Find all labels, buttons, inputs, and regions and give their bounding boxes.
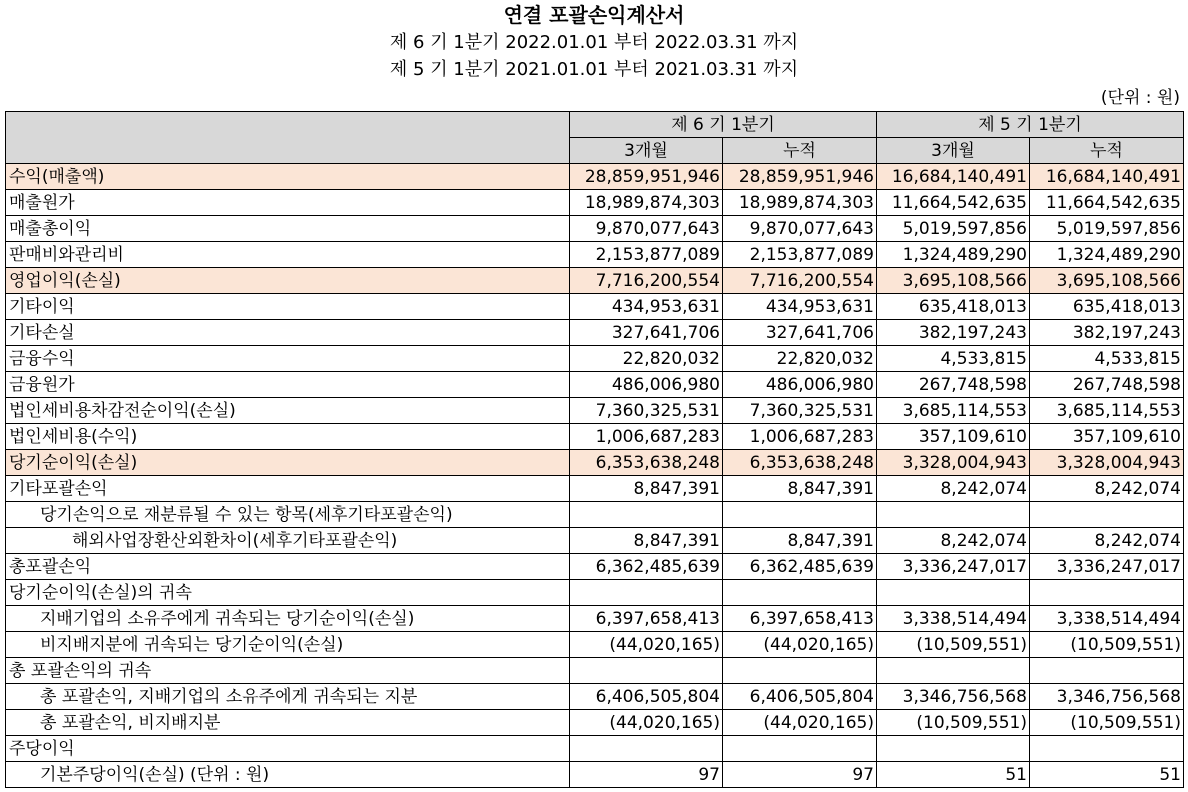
value-cell: (44,020,165) [570, 632, 723, 658]
table-row [6, 372, 1184, 398]
value-cell [723, 736, 877, 762]
value-cell: 382,197,243 [877, 320, 1030, 346]
row-label: 금융수익 [6, 346, 570, 372]
value-cell [570, 658, 723, 684]
value-cell: 434,953,631 [723, 294, 877, 320]
value-cell: 6,353,638,248 [570, 450, 723, 476]
row-label: 법인세비용차감전순이익(손실) [6, 398, 570, 424]
value-cell: 6,397,658,413 [570, 606, 723, 632]
sub-header-cum-current: 누적 [723, 138, 877, 164]
value-cell: 7,716,200,554 [723, 268, 877, 294]
value-cell: 6,406,505,804 [723, 684, 877, 710]
row-label: 매출총이익 [6, 216, 570, 242]
unit-label: (단위 : 원) [1100, 88, 1180, 108]
value-cell: 635,418,013 [1030, 294, 1184, 320]
row-label: 당기손익으로 재분류될 수 있는 항목(세후기타포괄손익) [6, 502, 570, 528]
value-cell: 6,406,505,804 [570, 684, 723, 710]
value-cell: (10,509,551) [1030, 632, 1184, 658]
value-cell: 1,006,687,283 [570, 424, 723, 450]
table-row [6, 762, 1184, 788]
value-cell: 6,362,485,639 [723, 554, 877, 580]
row-label: 수익(매출액) [6, 164, 570, 190]
value-cell: 18,989,874,303 [570, 190, 723, 216]
table-row [6, 606, 1184, 632]
value-cell: 434,953,631 [570, 294, 723, 320]
table-row [6, 268, 1184, 294]
value-cell: 3,328,004,943 [877, 450, 1030, 476]
table-row [6, 450, 1184, 476]
row-label: 기타이익 [6, 294, 570, 320]
row-label: 영업이익(손실) [6, 268, 570, 294]
row-label: 금융원가 [6, 372, 570, 398]
value-cell [877, 736, 1030, 762]
value-cell: (10,509,551) [877, 710, 1030, 736]
row-label: 당기순이익(손실)의 귀속 [6, 580, 570, 606]
value-cell [723, 580, 877, 606]
value-cell: (10,509,551) [877, 632, 1030, 658]
value-cell: 486,006,980 [723, 372, 877, 398]
value-cell: 8,242,074 [877, 528, 1030, 554]
value-cell: 7,716,200,554 [570, 268, 723, 294]
value-cell: (44,020,165) [723, 632, 877, 658]
value-cell: 267,748,598 [877, 372, 1030, 398]
table-row [6, 294, 1184, 320]
value-cell: 18,989,874,303 [723, 190, 877, 216]
row-label: 지배기업의 소유주에게 귀속되는 당기순이익(손실) [6, 606, 570, 632]
row-label: 당기순이익(손실) [6, 450, 570, 476]
value-cell: 486,006,980 [570, 372, 723, 398]
value-cell: 22,820,032 [570, 346, 723, 372]
prior-period-header: 제 5 기 1분기 [877, 112, 1184, 138]
row-label: 총 포괄손익의 귀속 [6, 658, 570, 684]
value-cell [1030, 736, 1184, 762]
table-row [6, 684, 1184, 710]
value-cell: 3,336,247,017 [1030, 554, 1184, 580]
value-cell: 51 [877, 762, 1030, 788]
row-label: 총 포괄손익, 지배기업의 소유주에게 귀속되는 지분 [6, 684, 570, 710]
value-cell [723, 502, 877, 528]
table-row [6, 632, 1184, 658]
table-row [6, 164, 1184, 190]
table-row [6, 216, 1184, 242]
value-cell: 3,336,247,017 [877, 554, 1030, 580]
value-cell: 635,418,013 [877, 294, 1030, 320]
sub-header-3m-prior: 3개월 [877, 138, 1030, 164]
value-cell: 4,533,815 [877, 346, 1030, 372]
row-label: 총 포괄손익, 비지배지분 [6, 710, 570, 736]
sub-header-cum-prior: 누적 [1030, 138, 1184, 164]
value-cell: 8,847,391 [723, 528, 877, 554]
row-label: 주당이익 [6, 736, 570, 762]
current-period-line: 제 6 기 1분기 2022.01.01 부터 2022.03.31 까지 [389, 32, 799, 53]
value-cell [570, 580, 723, 606]
row-label: 총포괄손익 [6, 554, 570, 580]
table-row [6, 580, 1184, 606]
value-cell: 382,197,243 [1030, 320, 1184, 346]
table-row [6, 528, 1184, 554]
value-cell: 3,695,108,566 [877, 268, 1030, 294]
value-cell: 3,685,114,553 [1030, 398, 1184, 424]
label-header-cell [6, 112, 570, 164]
value-cell: 8,847,391 [570, 476, 723, 502]
value-cell: 5,019,597,856 [877, 216, 1030, 242]
prior-period-line: 제 5 기 1분기 2021.01.01 부터 2021.03.31 까지 [389, 59, 799, 80]
value-cell: 8,847,391 [723, 476, 877, 502]
value-cell: 3,685,114,553 [877, 398, 1030, 424]
table-row [6, 242, 1184, 268]
value-cell: 16,684,140,491 [877, 164, 1030, 190]
row-label: 기본주당이익(손실) (단위 : 원) [6, 762, 570, 788]
value-cell: 2,153,877,089 [570, 242, 723, 268]
row-label: 기타포괄손익 [6, 476, 570, 502]
value-cell: 3,346,756,568 [877, 684, 1030, 710]
sub-header-3m-current: 3개월 [570, 138, 723, 164]
value-cell: 8,242,074 [1030, 476, 1184, 502]
table-row [6, 502, 1184, 528]
value-cell: 327,641,706 [570, 320, 723, 346]
value-cell: 97 [570, 762, 723, 788]
row-label: 해외사업장환산외환차이(세후기타포괄손익) [6, 528, 570, 554]
value-cell: 2,153,877,089 [723, 242, 877, 268]
value-cell: 8,242,074 [1030, 528, 1184, 554]
statement-title: 연결 포괄손익계산서 [503, 3, 685, 27]
current-period-header: 제 6 기 1분기 [570, 112, 877, 138]
value-cell: 1,324,489,290 [877, 242, 1030, 268]
row-label: 비지배지분에 귀속되는 당기순이익(손실) [6, 632, 570, 658]
value-cell [1030, 502, 1184, 528]
value-cell: 4,533,815 [1030, 346, 1184, 372]
value-cell [1030, 580, 1184, 606]
value-cell: 3,338,514,494 [877, 606, 1030, 632]
value-cell: 8,847,391 [570, 528, 723, 554]
table-row [6, 710, 1184, 736]
value-cell: 3,328,004,943 [1030, 450, 1184, 476]
value-cell: 357,109,610 [1030, 424, 1184, 450]
table-row [6, 476, 1184, 502]
table-row [6, 424, 1184, 450]
value-cell: 6,353,638,248 [723, 450, 877, 476]
value-cell [723, 658, 877, 684]
table-row [6, 346, 1184, 372]
value-cell: 3,695,108,566 [1030, 268, 1184, 294]
value-cell: 9,870,077,643 [570, 216, 723, 242]
value-cell [1030, 658, 1184, 684]
table-row [6, 190, 1184, 216]
value-cell: 3,346,756,568 [1030, 684, 1184, 710]
value-cell: 22,820,032 [723, 346, 877, 372]
row-label: 매출원가 [6, 190, 570, 216]
value-cell: 1,006,687,283 [723, 424, 877, 450]
income-statement-table [5, 111, 1184, 788]
value-cell: 267,748,598 [1030, 372, 1184, 398]
value-cell: 3,338,514,494 [1030, 606, 1184, 632]
value-cell: 6,362,485,639 [570, 554, 723, 580]
table-row [6, 320, 1184, 346]
value-cell: 11,664,542,635 [1030, 190, 1184, 216]
value-cell [877, 502, 1030, 528]
value-cell [570, 736, 723, 762]
value-cell: (44,020,165) [570, 710, 723, 736]
value-cell: 97 [723, 762, 877, 788]
value-cell: 6,397,658,413 [723, 606, 877, 632]
value-cell: 28,859,951,946 [723, 164, 877, 190]
table-row [6, 554, 1184, 580]
value-cell: 51 [1030, 762, 1184, 788]
table-row [6, 736, 1184, 762]
value-cell: (44,020,165) [723, 710, 877, 736]
value-cell: 8,242,074 [877, 476, 1030, 502]
value-cell [877, 658, 1030, 684]
value-cell: 9,870,077,643 [723, 216, 877, 242]
value-cell: 28,859,951,946 [570, 164, 723, 190]
value-cell: (10,509,551) [1030, 710, 1184, 736]
value-cell: 7,360,325,531 [723, 398, 877, 424]
table-row [6, 658, 1184, 684]
value-cell: 357,109,610 [877, 424, 1030, 450]
value-cell: 11,664,542,635 [877, 190, 1030, 216]
value-cell [877, 580, 1030, 606]
value-cell: 1,324,489,290 [1030, 242, 1184, 268]
row-label: 판매비와관리비 [6, 242, 570, 268]
table-row [6, 398, 1184, 424]
row-label: 법인세비용(수익) [6, 424, 570, 450]
value-cell: 327,641,706 [723, 320, 877, 346]
value-cell [570, 502, 723, 528]
value-cell: 5,019,597,856 [1030, 216, 1184, 242]
row-label: 기타손실 [6, 320, 570, 346]
value-cell: 16,684,140,491 [1030, 164, 1184, 190]
value-cell: 7,360,325,531 [570, 398, 723, 424]
